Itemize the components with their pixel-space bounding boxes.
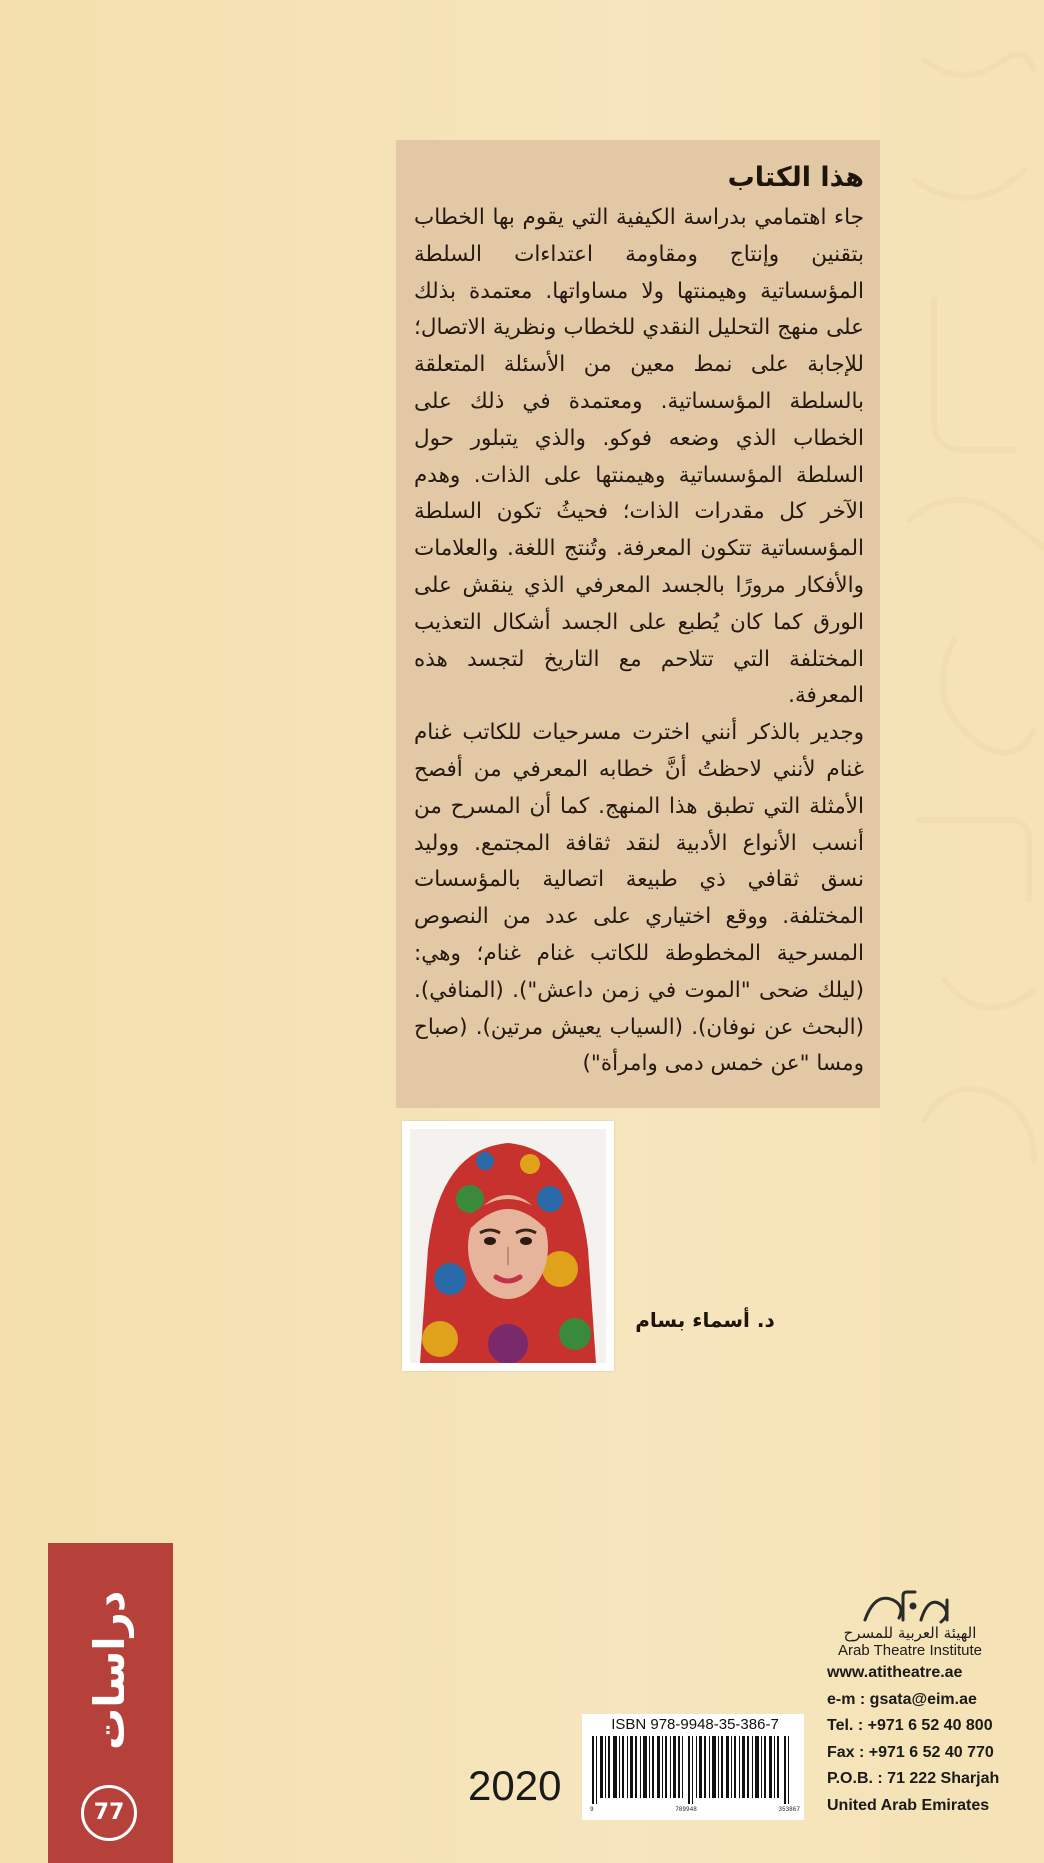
description-paragraph-2: وجدير بالذكر أنني اخترت مسرحيات للكاتب غنام غنام لأنني لاحظتُ أنَّ خطابه المعرفي من أفصح الأمثلة التي تطبق هذا المنهج. كما أن المسرح من أنسب الأنواع الأدبية لنقد ثقافة المجتمع. ووليد نسق ثقافي ذي طبيعة اتصالية بالمؤسسات المختلفة. ووقع اختياري على عدد من النصوص المسرحية المخطوطة للكاتب غنام غنام؛ وهي: (ليلك ضحى "الموت في زمن داعش"). (المنافي). (البحث عن نوفان). (السياب يعيش مرتين). (صباح ومسا "عن خمس دمى وامرأة") — [414, 720, 864, 1077]
series-number-badge: 77 — [81, 1785, 137, 1841]
author-portrait-illustration — [410, 1129, 606, 1363]
panel-title: هذا الكتاب — [727, 162, 864, 193]
publisher-contact-block — [827, 1660, 1017, 1819]
publisher-fax: Fax : +971 6 52 40 770 — [827, 1743, 994, 1761]
barcode-digit-group: 353867 — [778, 1806, 800, 1813]
publisher-country: United Arab Emirates — [827, 1796, 990, 1814]
barcode-box — [582, 1714, 804, 1820]
calligraphy-background-ornament — [894, 0, 1044, 1300]
barcode-digits — [590, 1806, 800, 1813]
barcode-icon — [592, 1736, 794, 1804]
series-label: دراسات — [85, 1590, 134, 1750]
publisher-telephone: Tel. : +971 6 52 40 800 — [827, 1717, 993, 1734]
book-description-panel — [396, 140, 880, 1108]
publisher-email: e-m : gsata@eim.ae — [827, 1690, 977, 1708]
publisher-website: www.atitheatre.ae — [827, 1664, 963, 1681]
barcode-digit-group: 9 — [590, 1806, 594, 1813]
barcode-digit-group: 789948 — [675, 1806, 697, 1813]
author-name: د. أسماء بسام — [635, 1308, 775, 1332]
isbn-text: ISBN 978-9948-35-386-7 — [611, 1716, 779, 1733]
institute-logo-icon — [855, 1590, 965, 1624]
publisher-po-box: P.O.B. : 71 222 Sharjah — [827, 1770, 1000, 1787]
author-photo — [402, 1121, 614, 1371]
publisher-name-english: Arab Theatre Institute — [838, 1642, 982, 1659]
publisher-name-arabic: الهيئة العربية للمسرح — [843, 1624, 977, 1642]
publication-year: 2020 — [468, 1762, 562, 1809]
description-text — [414, 200, 864, 1083]
description-paragraph-1: جاء اهتمامي بدراسة الكيفية التي يقوم بها الخطاب بتقنين وإنتاج ومقاومة اعتداءات السلطة المؤسساتية وهيمنتها ولا مساواتها. معتمدة بذلك على منهج التحليل النقدي للخطاب ونظرية الاتصال؛ للإجابة على نمط معين من الأسئلة المتعلقة بالسلطة المؤسساتية. ومعتمدة في ذلك على الخطاب الذي وضعه فوكو. والذي يتبلور حول السلطة المؤسساتية وهيمنتها على الذات. وهدم الآخر كل مقدرات الذات؛ فحيثُ تكون السلطة المؤسساتية تتكون المعرفة. وتُنتج اللغة. والعلامات والأفكار مرورًا بالجسد المعرفي الذي ينقش على الورق كما كان يُطبع على الجسد أشكال التعذيب المختلفة التي تتلاحم مع التاريخ لتجسد هذه المعرفة. — [414, 205, 864, 709]
